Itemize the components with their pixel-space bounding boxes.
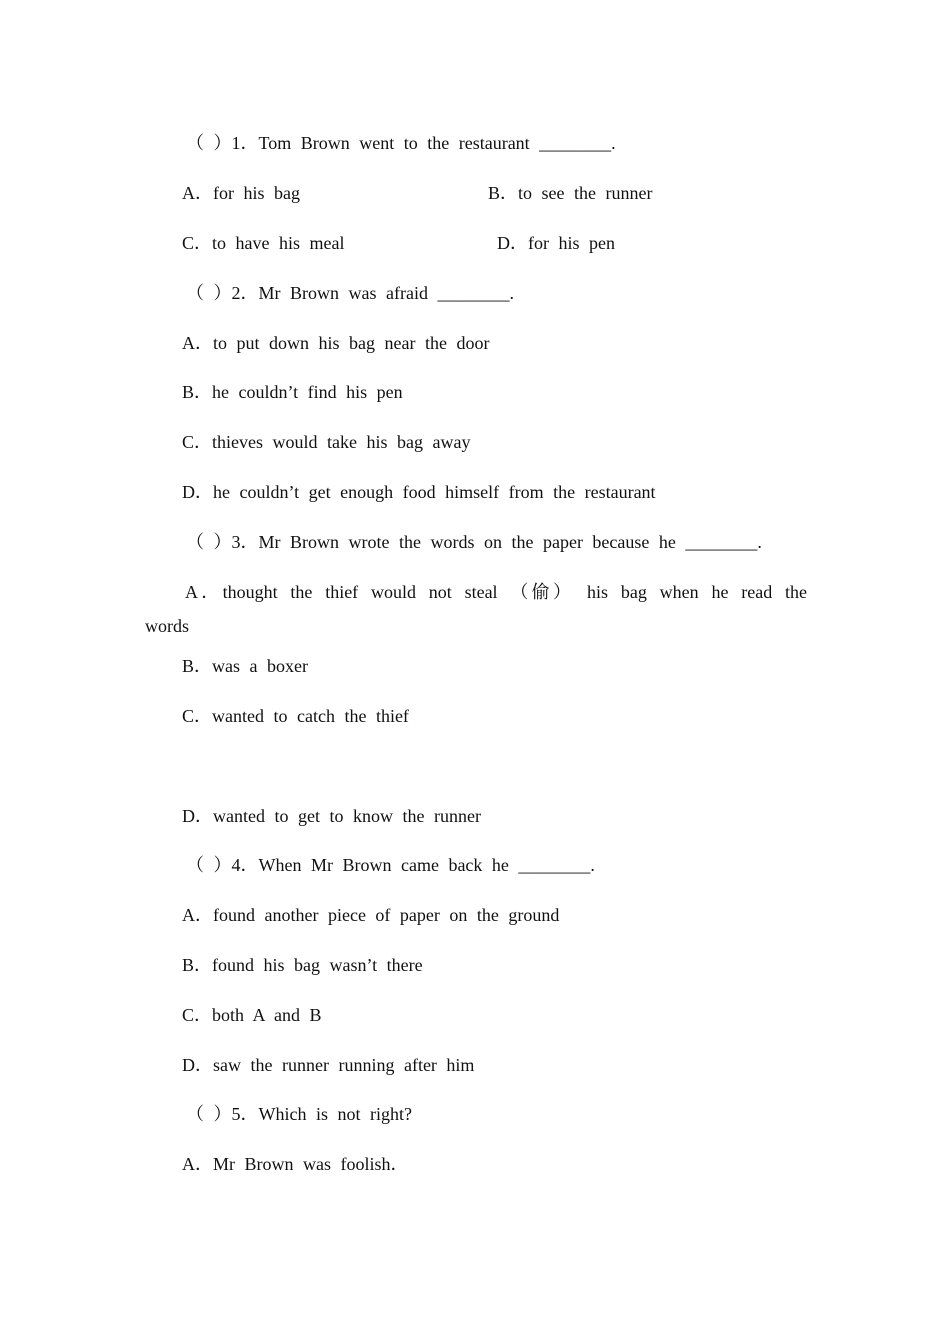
question-3-option-d: D．wanted to get to know the runner: [182, 806, 481, 826]
question-4-stem: （ ）4．When Mr Brown came back he ________.: [186, 855, 595, 875]
question-3-option-a-line2: words: [145, 616, 189, 636]
question-4-option-b: B．found his bag wasn’t there: [182, 955, 423, 975]
question-1-stem: （ ）1．Tom Brown went to the restaurant ________.: [186, 133, 616, 153]
question-1-option-a: A．for his bag: [182, 183, 300, 203]
question-4-option-c: C．both A and B: [182, 1005, 322, 1025]
question-3-option-c: C．wanted to catch the thief: [182, 706, 409, 726]
question-3-option-b: B．was a boxer: [182, 656, 308, 676]
question-4-option-a: A．found another piece of paper on the ground: [182, 905, 560, 925]
question-5-option-a: A．Mr Brown was foolish．: [182, 1154, 409, 1174]
question-2-option-a: A．to put down his bag near the door: [182, 333, 490, 353]
question-5-stem: （ ）5．Which is not right?: [186, 1104, 412, 1124]
question-3-stem: （ ）3．Mr Brown wrote the words on the paper because he ________.: [186, 532, 762, 552]
question-3-option-a-line1: A．thought the thief would not steal （偷） his bag when he read the: [185, 582, 807, 602]
question-1-option-c: C．to have his meal: [182, 233, 345, 253]
question-1-option-b: B．to see the runner: [488, 183, 653, 203]
question-2-stem: （ ）2．Mr Brown was afraid ________.: [186, 283, 514, 303]
question-2-option-d: D．he couldn’t get enough food himself from the restaurant: [182, 482, 656, 502]
question-2-option-c: C．thieves would take his bag away: [182, 432, 471, 452]
question-1-option-d: D．for his pen: [497, 233, 615, 253]
question-3-option-a: [145, 580, 807, 638]
question-2-option-b: B．he couldn’t find his pen: [182, 382, 403, 402]
question-4-option-d: D．saw the runner running after him: [182, 1055, 475, 1075]
